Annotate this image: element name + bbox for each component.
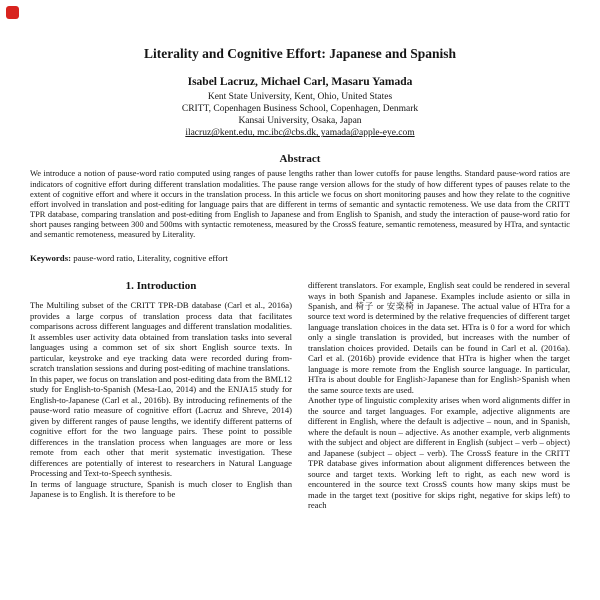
red-app-icon[interactable] bbox=[6, 6, 19, 19]
emails-line bbox=[30, 128, 570, 138]
paragraph: In terms of language structure, Spanish is much closer to English than Japanese is to English. It is therefore to be bbox=[30, 478, 292, 500]
paragraph: different translators. For example, English seat could be rendered in several ways in both Spanish and Japanese. Examples include asiento or silla in Spanish, and 椅子 or 安楽椅 in Japanese. The actual value of HTra for a source text word is determined by the relative frequencies of different target language translation choices in the data set. HTra is 0 for a word for which only a single translation is provided, but increases with the number of translation choices provided. Details can be found in Carl et al. (2016a). Carl et al. (2016b) provide evidence that HTra is higher when the target language is more remote from the English source language. In particular, HTra is about double for English>Japanese than for English>Spanish when the same source texts are used. bbox=[308, 280, 570, 395]
abstract-heading: Abstract bbox=[279, 153, 321, 166]
left-column bbox=[30, 280, 292, 511]
abstract-text: We introduce a notion of pause-word ratio computed using ranges of pause lengths rather than lower cutoffs for pause lengths. Standard pause-word ratios are indicators of cognitive effort during different translation modalities. The pause range version allows for the study of how different types of pauses relate to the extent of cognitive effort and where it occurs in the translation process. In this article we focus on short monitoring pauses and how they relate to the cognitive effort involved in translation and post-editing for language pairs that are different in terms of semantic and syntactic remoteness. We use data from the CRITT TPR database, comparing translation and post-editing from English to Japanese and from English to Spanish, and study the interaction of pause-word ratio for short pauses ranging between 300 and 500ms with syntactic remoteness, measured by the CrossS feature, semantic remoteness, measured by HTra, and syntactic and semantic remoteness, measured by Literality. bbox=[30, 169, 570, 239]
paragraph: In this paper, we focus on translation and post-editing data from the BML12 study for English-to-Spanish (Mesa-Lao, 2014) and the ENJA15 study for English-to-Japanese (Carl et al., 2016b). By introducing refinements of the pause-word ratio measure of cognitive effort (Lacruz and Shreve, 2014) given by different ranges of pause lengths, we identify different patterns of cognitive effort for the two language pairs. These point to possible differences in the translation process when languages are more or less remote from each other that merit systematic investigation. These differences are potentially of interest to researchers in Natural Language Processing and Text-to-Speech synthesis. bbox=[30, 373, 292, 479]
two-column-body bbox=[30, 280, 570, 511]
keywords-label: Keywords: bbox=[30, 253, 72, 264]
affiliation-line: Kansai University, Osaka, Japan bbox=[238, 116, 362, 127]
keywords-line bbox=[30, 253, 570, 263]
page-title: Literality and Cognitive Effort: Japanese and Spanish bbox=[143, 46, 457, 61]
right-column bbox=[308, 280, 570, 511]
email-links[interactable]: ilacruz@kent.edu, mc.ibc@cbs.dk, yamada@apple-eye.com bbox=[185, 128, 415, 139]
authors-line: Isabel Lacruz, Michael Carl, Masaru Yamada bbox=[187, 76, 413, 88]
section-heading-introduction: 1. Introduction bbox=[125, 280, 197, 293]
affiliation-line: Kent State University, Kent, Ohio, United States bbox=[207, 92, 393, 102]
paragraph: Another type of linguistic complexity arises when word alignments differ in the source and target languages. For example, adjective alignments are different in English, where the default is adjective – noun, and in Spanish, where the default is noun – adjective. As another example, verb alignments with the subject and object are different in English (subject – verb – object) and Japanese (subject – object – verb). The CrossS feature in the CRITT TPR database gives information about alignment differences between the source and target texts. Working left to right, as each new word is encountered in the source text CrossS counts how many skips must be made in the target text (positive for skips right, negative for skips left) to reach bbox=[308, 395, 570, 511]
paragraph: The Multiling subset of the CRITT TPR-DB database (Carl et al., 2016a) provides a large corpus of translation process data that facilitates comparisons across different languages and different translation modalities. It assembles user activity data obtained from translation tasks into several languages using a common set of six short English source texts. In particular, keystroke and eye tracking data were recorded during from-scratch translation sessions and during post-editing of machine translations. bbox=[30, 300, 292, 374]
affiliation-line: CRITT, Copenhagen Business School, Copenhagen, Denmark bbox=[181, 104, 419, 115]
keywords-text: pause-word ratio, Literality, cognitive effort bbox=[71, 253, 228, 264]
